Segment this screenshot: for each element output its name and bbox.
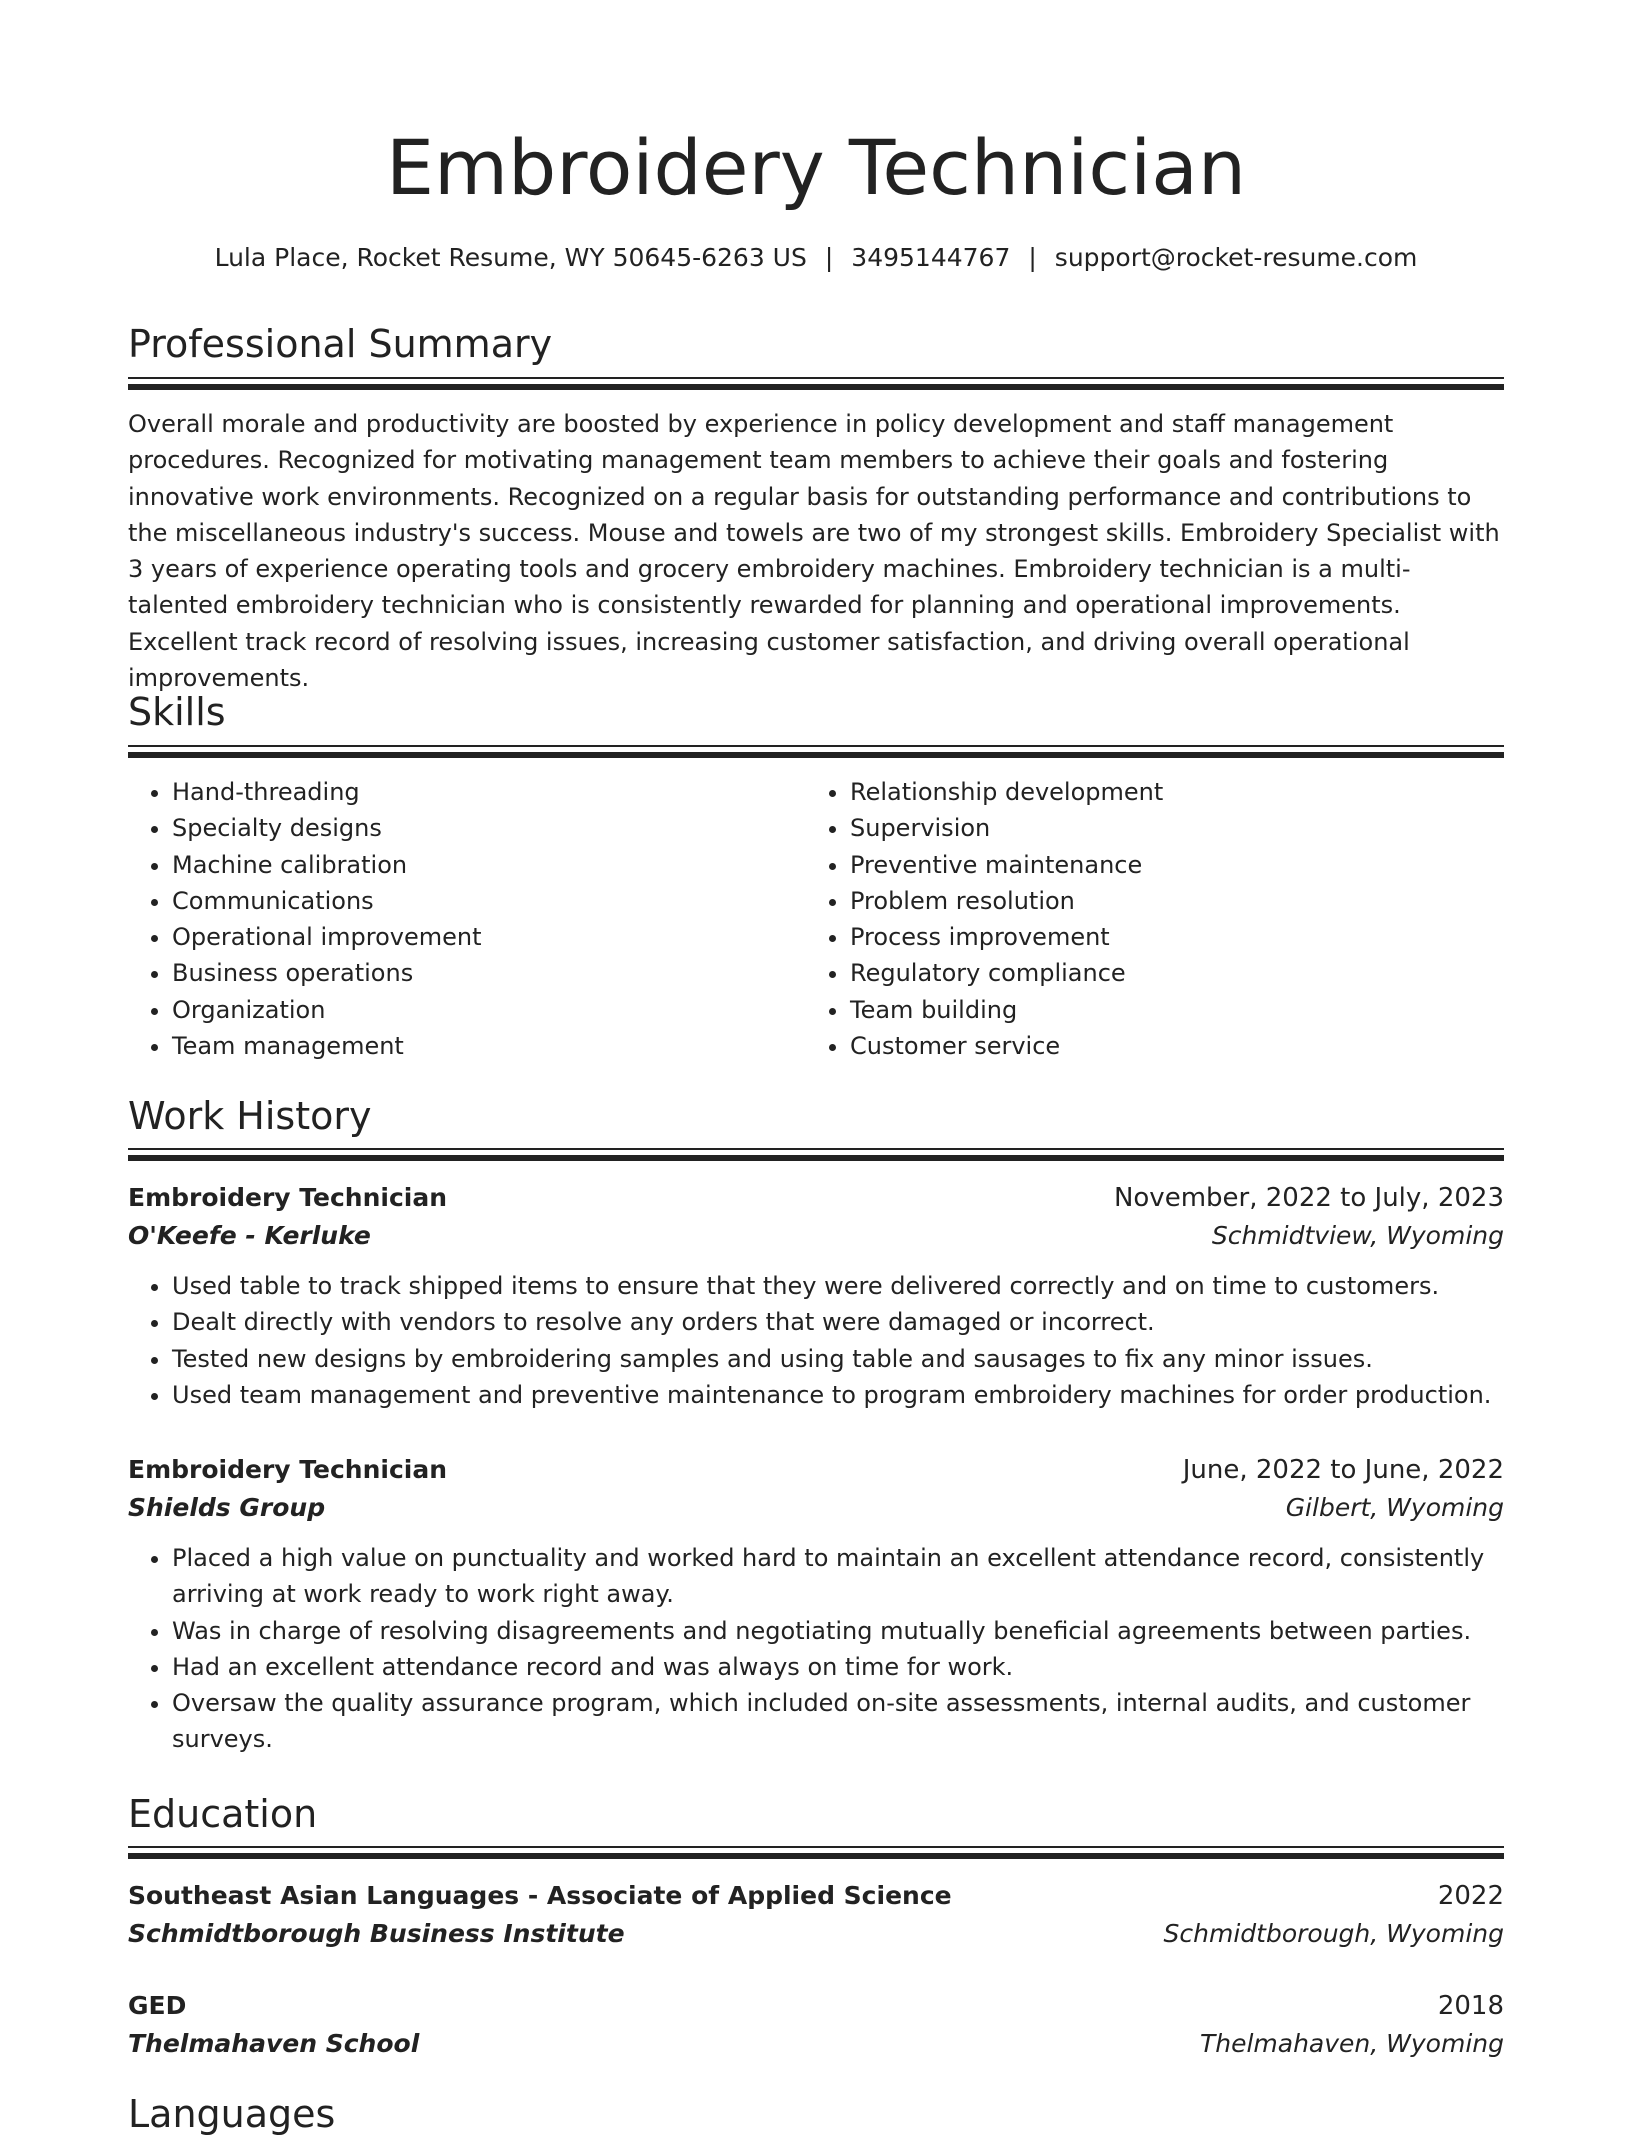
job-header [128, 1179, 1504, 1217]
education-entry [128, 1877, 1504, 1953]
job-subheader [128, 1217, 1504, 1255]
education-header [128, 1877, 1504, 1915]
section-title-education: Education [128, 1792, 318, 1836]
address: Lula Place, Rocket Resume, WY 50645-6263 US [214, 243, 807, 272]
education-header [128, 1987, 1504, 2025]
job-company: O'Keefe - Kerluke [128, 1221, 371, 1250]
job-subheader [128, 1489, 1504, 1527]
job-bullet: • Used table to track shipped items to ensure that they were delivered correctly and on time to customers. [172, 1268, 1504, 1304]
skill-item: • Organization [172, 992, 772, 1028]
job-dates: November, 2022 to July, 2023 [1113, 1183, 1504, 1213]
skill-item: • Supervision [850, 810, 1490, 846]
skill-item: • Hand-threading [172, 774, 772, 810]
education-degree: GED [128, 1991, 187, 2020]
job-entry [128, 1179, 1504, 1413]
skill-item: • Problem resolution [850, 883, 1490, 919]
skill-item: • Process improvement [850, 919, 1490, 955]
skill-item: • Customer service [850, 1028, 1490, 1064]
job-location: Gilbert, Wyoming [1285, 1493, 1504, 1522]
education-year: 2022 [1437, 1881, 1504, 1911]
job-entry [128, 1451, 1504, 1758]
education-location: Thelmahaven, Wyoming [1199, 2029, 1504, 2058]
email: support@rocket-resume.com [1054, 243, 1418, 272]
job-location: Schmidtview, Wyoming [1211, 1221, 1504, 1250]
phone: 3495144767 [851, 243, 1011, 272]
section-title-languages: Languages [128, 2092, 336, 2136]
job-bullet: • Oversaw the quality assurance program, which included on-site assessments, internal audits, and customer surveys. [172, 1685, 1504, 1758]
job-bullet: • Placed a high value on punctuality and worked hard to maintain an excellent attendance record, consistently arriving at work ready to work right away. [172, 1540, 1504, 1613]
skill-item: • Team building [850, 992, 1490, 1028]
job-bullet: • Dealt directly with vendors to resolve any orders that were damaged or incorrect. [172, 1304, 1504, 1340]
job-bullet: • Used team management and preventive maintenance to program embroidery machines for order production. [172, 1377, 1504, 1413]
skills-column-1 [128, 774, 772, 1064]
skill-item: • Regulatory compliance [850, 955, 1490, 991]
job-title: Embroidery Technician [128, 1455, 448, 1484]
education-entry [128, 1987, 1504, 2063]
education-year: 2018 [1437, 1991, 1504, 2021]
section-title-skills: Skills [128, 690, 226, 734]
separator: | [824, 243, 834, 272]
summary-text: Overall morale and productivity are boosted by experience in policy development and staff management procedures. Recognized for motivating management team members to achieve their goals and fostering innovative work environments. Recognized on a regular basis for outstanding performance and contributions to the miscellaneous industry's success. Mouse and towels are two of my strongest skills. Embroidery Specialist with 3 years of experience operating tools and grocery embroidery machines. Embroidery technician is a multi-talented embroidery technician who is consistently rewarded for planning and operational improvements. Excellent track record of resolving issues, increasing customer satisfaction, and driving overall operational improvements. [128, 410, 1500, 693]
job-header [128, 1451, 1504, 1489]
separator: | [1028, 243, 1037, 272]
skill-item: • Preventive maintenance [850, 847, 1490, 883]
skill-item: • Specialty designs [172, 810, 772, 846]
education-school: Schmidtborough Business Institute [128, 1919, 625, 1948]
job-bullet: • Had an excellent attendance record and was always on time for work. [172, 1649, 1504, 1685]
contact-line [128, 238, 1504, 278]
education-subheader [128, 1915, 1504, 1953]
skill-item: • Machine calibration [172, 847, 772, 883]
skill-item: • Operational improvement [172, 919, 772, 955]
job-bullets [128, 1540, 1504, 1758]
skill-item: • Relationship development [850, 774, 1490, 810]
section-title-summary: Professional Summary [128, 322, 553, 366]
job-title: Embroidery Technician [128, 1183, 448, 1212]
job-company: Shields Group [128, 1493, 326, 1522]
section-divider [128, 377, 1504, 391]
skills-list [128, 774, 1504, 1074]
candidate-name: Embroidery Technician [385, 123, 1246, 212]
job-bullet: • Was in charge of resolving disagreements and negotiating mutually beneficial agreements between parties. [172, 1613, 1504, 1649]
job-bullets [128, 1268, 1504, 1413]
skill-item: • Team management [172, 1028, 772, 1064]
section-divider [128, 1846, 1504, 1860]
education-school: Thelmahaven School [128, 2029, 420, 2058]
section-divider [128, 745, 1504, 759]
skill-item: • Business operations [172, 955, 772, 991]
job-bullet: • Tested new designs by embroidering samples and using table and sausages to fix any minor issues. [172, 1341, 1504, 1377]
skills-column-2 [806, 774, 1490, 1064]
education-degree: Southeast Asian Languages - Associate of Applied Science [128, 1881, 952, 1910]
job-dates: June, 2022 to June, 2022 [1182, 1455, 1504, 1485]
education-subheader [128, 2025, 1504, 2063]
section-title-work: Work History [128, 1094, 372, 1138]
education-location: Schmidtborough, Wyoming [1163, 1919, 1504, 1948]
section-divider [128, 1148, 1504, 1162]
skill-item: • Communications [172, 883, 772, 919]
